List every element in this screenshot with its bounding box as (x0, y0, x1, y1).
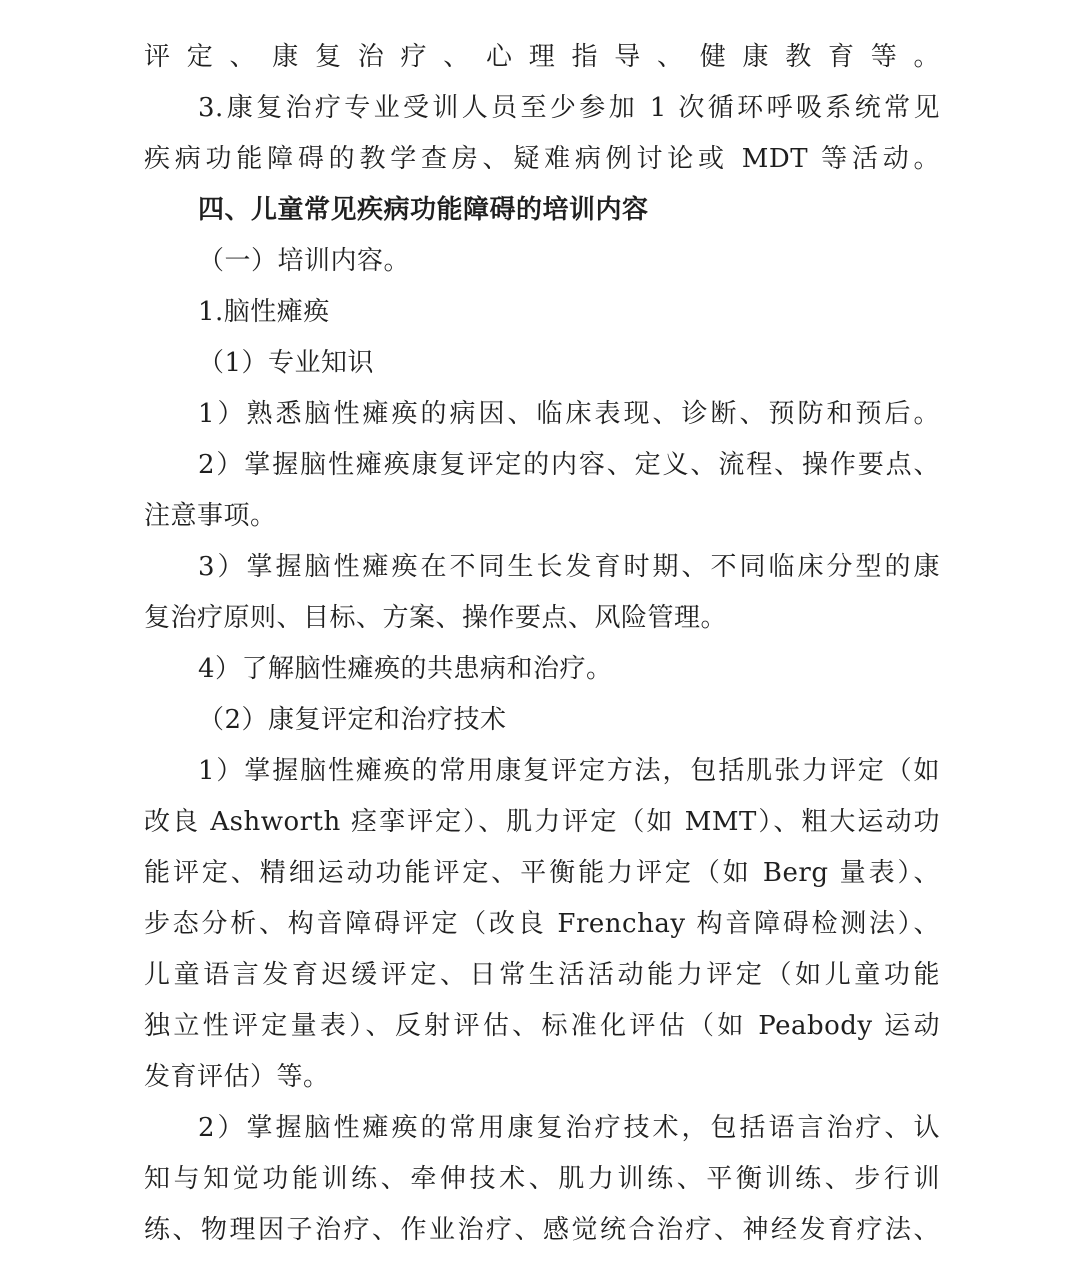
text-line: 能评定、精细运动功能评定、平衡能力评定（如 Berg 量表）、 (144, 858, 940, 888)
text-line: 复治疗原则、目标、方案、操作要点、风险管理。 (144, 603, 728, 633)
item-heading: 1.脑性瘫痪 (198, 297, 330, 327)
text-line: 3）掌握脑性瘫痪在不同生长发育时期、不同临床分型的康 (198, 552, 940, 582)
text-line: 评定、康复治疗、心理指导、健康教育等。 (144, 42, 940, 72)
subitem-heading: （2）康复评定和治疗技术 (198, 705, 507, 735)
text-line: 发育评估）等。 (144, 1062, 330, 1092)
text-line: 知与知觉功能训练、牵伸技术、肌力训练、平衡训练、步行训 (144, 1164, 940, 1194)
text-line: 4）了解脑性瘫痪的共患病和治疗。 (198, 654, 613, 684)
text-line: 3.康复治疗专业受训人员至少参加 1 次循环呼吸系统常见 (198, 93, 940, 123)
text-line: 练、物理因子治疗、作业治疗、感觉统合治疗、神经发育疗法、 (144, 1215, 940, 1245)
text-line: 独立性评定量表）、反射评估、标准化评估（如 Peabody 运动 (144, 1011, 940, 1041)
text-line: 步态分析、构音障碍评定（改良 Frenchay 构音障碍检测法）、 (144, 909, 940, 939)
section-heading: 四、儿童常见疾病功能障碍的培训内容 (198, 195, 649, 225)
subitem-heading: （1）专业知识 (198, 348, 375, 378)
text-line: 1）熟悉脑性瘫痪的病因、临床表现、诊断、预防和预后。 (198, 399, 940, 429)
text-line: 2）掌握脑性瘫痪康复评定的内容、定义、流程、操作要点、 (198, 450, 940, 480)
text-line: 注意事项。 (144, 501, 277, 531)
text-line: 改良 Ashworth 痉挛评定）、肌力评定（如 MMT）、粗大运动功 (144, 807, 940, 837)
text-line: 儿童语言发育迟缓评定、日常生活活动能力评定（如儿童功能 (144, 960, 940, 990)
subsection-heading: （一）培训内容。 (198, 246, 411, 276)
text-line: 疾病功能障碍的教学查房、疑难病例讨论或 MDT 等活动。 (144, 144, 940, 174)
text-line: 2）掌握脑性瘫痪的常用康复治疗技术，包括语言治疗、认 (198, 1113, 940, 1143)
text-line: 1）掌握脑性瘫痪的常用康复评定方法，包括肌张力评定（如 (198, 756, 940, 786)
